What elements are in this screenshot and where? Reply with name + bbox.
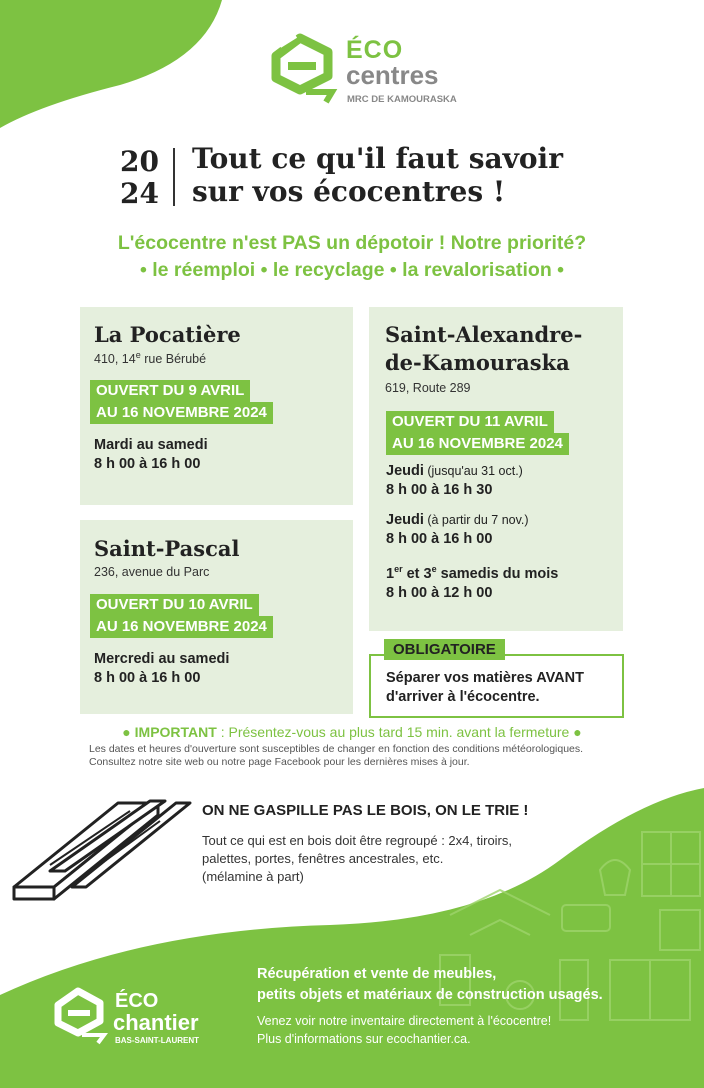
important-note1: Les dates et heures d'ouverture sont susceptibles de changer en fonction des conditions météorologiques. xyxy=(89,743,584,755)
location-name-line1: Saint-Alexandre- xyxy=(385,322,583,347)
wood-title: ON NE GASPILLE PAS LE BOIS, ON LE TRIE ! xyxy=(202,802,529,819)
year-top: 20 xyxy=(120,145,159,178)
mandatory-line1: Séparer vos matières AVANT xyxy=(386,670,584,686)
footer-logo-eco: ÉCO xyxy=(115,990,159,1012)
bullet-icon: ● xyxy=(122,724,131,740)
closing-badge: AU 16 NOVEMBRE 2024 xyxy=(386,433,569,455)
year-bottom: 24 xyxy=(120,177,159,210)
footer-line2: petits objets et matériaux de construction usagés. xyxy=(257,987,603,1003)
card-la-pocatiere xyxy=(80,307,353,505)
card-saint-alexandre xyxy=(369,307,623,631)
closing-badge: AU 16 NOVEMBRE 2024 xyxy=(90,402,273,424)
bullet-icon: ● xyxy=(573,724,582,740)
card-saint-pascal xyxy=(80,520,353,714)
wood-line1: Tout ce qui est en bois doit être regroupé : 2x4, tiroirs, xyxy=(202,833,513,848)
tagline-line2: • le réemploi • le recyclage • la revalorisation • xyxy=(139,259,564,281)
opening-badge: OUVERT DU 9 AVRIL xyxy=(90,380,250,402)
important-note2: Consultez notre site web ou notre page Facebook pour les dernières mises à jour. xyxy=(89,756,470,768)
tagline-line1: L'écocentre n'est PAS un dépotoir ! Notre priorité? xyxy=(117,232,587,254)
wood-planks-icon xyxy=(10,795,195,907)
location-address: 619, Route 289 xyxy=(385,381,471,395)
ecocentre-logo-icon xyxy=(266,32,338,108)
headline-line1: Tout ce qu'il faut savoir xyxy=(192,142,563,175)
schedule-3-hours: 8 h 00 à 12 h 00 xyxy=(386,584,493,601)
schedule-3-day: 1er et 3e samedis du mois xyxy=(386,564,559,582)
logo-centres: centres xyxy=(346,60,439,90)
important-notice: ● IMPORTANT : Présentez-vous au plus tard 15 min. avant la fermeture ● xyxy=(122,724,582,740)
schedule-2-day: Jeudi (à partir du 7 nov.) xyxy=(386,512,529,528)
schedule-2-hours: 8 h 00 à 16 h 00 xyxy=(386,531,493,547)
schedule-1-day: Jeudi (jusqu'au 31 oct.) xyxy=(386,463,523,479)
footer-line3: Venez voir notre inventaire directement à l'écocentre! xyxy=(257,1014,552,1028)
location-address: 410, 14e rue Bérubé xyxy=(94,350,207,367)
opening-badge: OUVERT DU 11 AVRIL xyxy=(386,411,554,433)
footer-logo-chantier: chantier xyxy=(113,1010,199,1035)
footer-logo-subtitle: BAS-SAINT-LAURENT xyxy=(115,1036,199,1045)
logo-subtitle: MRC DE KAMOURASKA xyxy=(347,94,457,105)
location-name-line2: de-Kamouraska xyxy=(385,350,570,375)
opening-days: Mercredi au samedi xyxy=(94,651,230,667)
mandatory-title: OBLIGATOIRE xyxy=(384,639,505,660)
wood-line3: (mélamine à part) xyxy=(202,869,304,884)
headline-line2: sur vos écocentres ! xyxy=(192,175,506,208)
year-divider xyxy=(173,148,175,206)
wood-line2: palettes, portes, fenêtres ancestrales, etc. xyxy=(202,851,444,866)
ecochantier-logo-icon xyxy=(50,985,108,1045)
location-name: Saint-Pascal xyxy=(94,536,240,561)
location-address: 236, avenue du Parc xyxy=(94,565,210,579)
schedule-1-hours: 8 h 00 à 16 h 30 xyxy=(386,482,493,498)
opening-badge: OUVERT DU 10 AVRIL xyxy=(90,594,259,616)
logo-eco: ÉCO xyxy=(346,36,404,64)
opening-hours: 8 h 00 à 16 h 00 xyxy=(94,670,201,686)
footer-line1: Récupération et vente de meubles, xyxy=(257,966,497,982)
opening-days: Mardi au samedi xyxy=(94,437,208,453)
opening-hours: 8 h 00 à 16 h 00 xyxy=(94,456,201,472)
closing-badge: AU 16 NOVEMBRE 2024 xyxy=(90,616,273,638)
mandatory-line2: d'arriver à l'écocentre. xyxy=(386,689,540,705)
location-name: La Pocatière xyxy=(94,322,241,347)
footer-line4: Plus d'informations sur ecochantier.ca. xyxy=(257,1032,471,1046)
